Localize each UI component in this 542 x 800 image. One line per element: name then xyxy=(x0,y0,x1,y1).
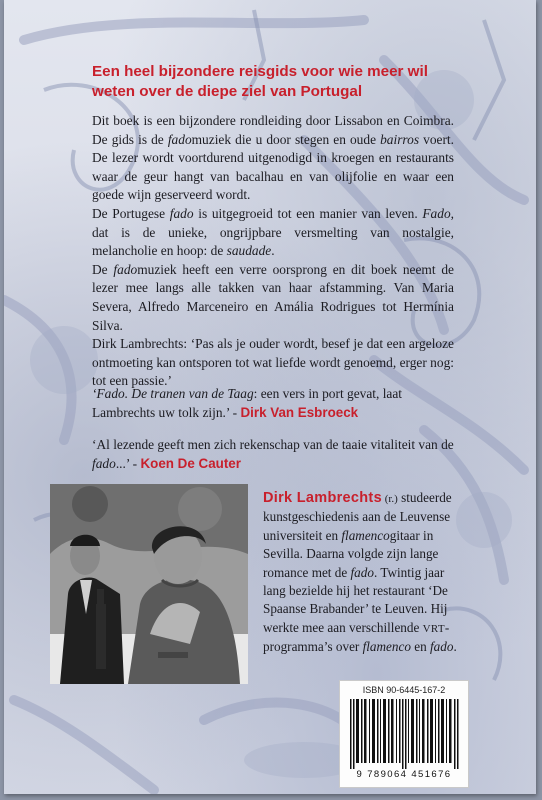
book-back-cover xyxy=(4,0,536,794)
paragraph-1 xyxy=(92,112,454,205)
text-run: muziek die u door stegen en oude xyxy=(191,131,381,147)
text-run: . Twintig jaar lang bezielde hij het restaurant ‘De Spaanse Brabander’ te Leuven. Hij werkte mee aan verschillende xyxy=(263,564,448,635)
quote-text: ‘Al lezende geeft men zich rekenschap van de taaie vitaliteit van de xyxy=(92,437,454,452)
text-run-italic: fado xyxy=(350,564,374,580)
text-run-italic: fado xyxy=(167,131,192,147)
text-run-italic: bairros xyxy=(380,131,420,147)
text-run: -programma’s over xyxy=(263,619,450,655)
text-run-smallcaps: VRT xyxy=(422,622,445,635)
text-run-italic: Fado xyxy=(422,205,451,221)
author-bio xyxy=(263,489,467,657)
text-run: voert. De lezer wordt voortdurend uitgenodigd in kroegen en restaurants waar de geur hangt van bacalhau en van olijfolie en waar een goede wijn geserveerd wordt. xyxy=(92,131,454,203)
text-run-italic: flamenco xyxy=(362,639,411,655)
text-run-italic: fado xyxy=(92,455,116,471)
barcode-bars xyxy=(348,699,460,769)
text-run: is uitgegroeid tot een manier van leven. xyxy=(193,205,423,221)
text-run: Dit boek is een bijzondere rondleiding door Lissabon en Coimbra. De gids is de xyxy=(92,113,454,147)
quote-author: Dirk Van Esbroeck xyxy=(240,404,359,420)
author-photo xyxy=(50,484,248,684)
headline-line-2: weten over de diepe ziel van Portugal xyxy=(92,83,363,100)
text-run: . xyxy=(453,639,457,655)
text-run: De Portugese xyxy=(92,205,170,221)
review-quote-1 xyxy=(92,385,454,422)
text-run-italic: fado xyxy=(430,639,454,655)
description xyxy=(92,112,454,391)
text-run-italic: fado xyxy=(113,261,138,277)
author-photo-image xyxy=(50,484,248,684)
review-quote-2 xyxy=(92,436,454,473)
text-run: , dat is de unieke, ongrijpbare versmelting van nostalgie, melancholie en hoop: de xyxy=(92,205,454,259)
text-run: . xyxy=(271,243,275,259)
text-run: en xyxy=(410,639,430,655)
quote-title: ‘Fado. De tranen van de Taag xyxy=(92,386,254,401)
text-run: gitaar in Sevilla. Daarna volgde zijn lange romance met de xyxy=(263,527,439,580)
text-run-italic: fado xyxy=(169,205,194,221)
ean-number: 9 789064 451676 xyxy=(356,769,452,780)
text-run-italic: flamenco xyxy=(341,527,390,543)
isbn-number: ISBN 90-6445-167-2 xyxy=(362,685,446,695)
text-run: muziek heeft een verre oorsprong en dit boek neemt de lezer mee langs alle takken van haar afstamming. Van Maria Severa, Alfredo Marceneiro en Amália Rodrigues tot Hermínia Silva. xyxy=(92,261,454,333)
paragraph-2 xyxy=(92,205,454,261)
text-run: studeerde kunstgeschiedenis aan de Leuvense universiteit en xyxy=(263,490,452,543)
paragraph-4: Dirk Lambrechts: ‘Pas als je ouder wordt, besef je dat een argeloze ontmoeting kan ontsporen tot wat liefde wordt genoemd, erger nog: tot een passie.’ xyxy=(92,336,454,389)
quote-author: Koen De Cauter xyxy=(140,455,241,471)
quote-text: ...’ - xyxy=(115,455,141,471)
quote-text: : een vers in port gevat, laat Lambrechts uw tolk zijn.’ - xyxy=(92,386,403,420)
isbn-barcode xyxy=(339,680,469,788)
text-run-italic: saudade xyxy=(226,243,272,259)
headline xyxy=(92,62,454,102)
photo-position-note: (r.) xyxy=(381,493,398,505)
author-name: Dirk Lambrechts xyxy=(263,490,382,506)
text-run: De xyxy=(92,261,114,277)
headline-line-1: Een heel bijzondere reisgids voor wie meer wil xyxy=(92,63,428,80)
paragraph-3 xyxy=(92,261,454,335)
